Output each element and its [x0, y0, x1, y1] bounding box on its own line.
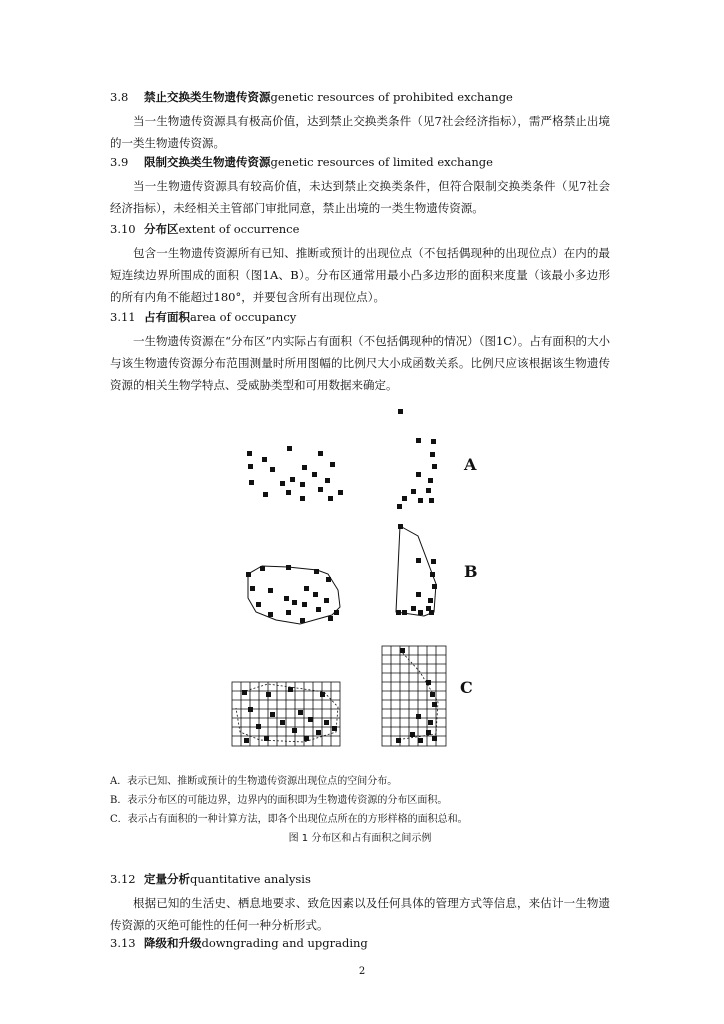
section-title-zh: 禁止交换类生物遗传资源 — [144, 90, 271, 104]
section-title-zh: 占有面积 — [144, 310, 190, 324]
section-number: 3.8 — [110, 90, 129, 104]
section-number: 3.12 — [110, 872, 136, 886]
section-title-en: area of occupancy — [190, 310, 297, 324]
panel-c-right-points — [396, 648, 437, 743]
section-body-3-8: 当一生物遗传资源具有极高价值，达到禁止交换类条件（见7社会经济指标），需严格禁止出境的一类生物遗传资源。 — [110, 114, 610, 150]
section-title-zh: 限制交换类生物遗传资源 — [144, 155, 271, 169]
section-heading-3-9 — [110, 155, 493, 170]
figure-caption-b: B．表示分布区的可能边界，边界内的面积即为生物遗传资源的分布区面积。 — [110, 795, 448, 806]
section-body-3-12: 根据已知的生活史、栖息地要求、致危因素以及任何具体的管理方式等信息，来估计一生物遗传资源的灭绝可能性的任何一种分析形式。 — [110, 896, 610, 932]
panel-label-b: B — [464, 562, 478, 581]
section-title-zh: 降级和升级 — [144, 936, 202, 950]
section-heading-3-8 — [110, 90, 513, 105]
section-title-en: genetic resources of prohibited exchange — [270, 90, 513, 104]
panel-b-left-boundary — [246, 565, 340, 624]
section-title-en: genetic resources of limited exchange — [270, 155, 493, 169]
panel-a-right-points — [397, 409, 437, 509]
figure-caption-a: A．表示已知、推断或预计的生物遗传资源出现位点的空间分布。 — [110, 776, 398, 787]
panel-a-left-points — [247, 446, 343, 501]
section-title-zh: 定量分析 — [144, 872, 190, 886]
section-heading-3-11 — [110, 310, 296, 325]
section-body-3-10: 包含一生物遗传资源所有已知、推断或预计的出现位点（不包括偶现种的出现位点）在内的最短连续边界所围成的面积（图1A、B）。分布区通常用最小凸多边形的面积来度量（该最小多边形的所有内角不能超过180°，并要包含所有出现位点）。 — [110, 246, 610, 304]
section-body-3-11: 一生物遗传资源在“分布区”内实际占有面积（不包括偶现种的情况）（图1C）。占有面积的大小与该生物遗传资源分布范围测量时所用图幅的比例尺大小成函数关系。比例尺应该根据该生物遗传资源的相关生物学特点、受威胁类型和可用数据来确定。 — [110, 334, 610, 392]
page-number: 2 — [358, 966, 366, 977]
panel-c-left-points — [242, 687, 337, 743]
panel-label-a: A — [464, 455, 477, 474]
section-heading-3-13 — [110, 936, 368, 951]
panel-b-right-boundary — [396, 524, 437, 616]
figure-1-diagram — [220, 402, 520, 762]
panel-c-left-grid — [232, 682, 340, 746]
section-title-zh: 分布区 — [144, 222, 179, 236]
section-number: 3.9 — [110, 155, 129, 169]
section-title-en: extent of occurrence — [178, 222, 300, 236]
figure-title: 图 1 分布区和占有面积之间示例 — [288, 833, 432, 844]
section-body-3-9: 当一生物遗传资源具有较高价值，未达到禁止交换类条件，但符合限制交换类条件（见7社会经济指标），未经相关主管部门审批同意，禁止出境的一类生物遗传资源。 — [110, 179, 610, 215]
section-title-en: quantitative analysis — [190, 872, 311, 886]
section-heading-3-12 — [110, 872, 311, 887]
section-number: 3.13 — [110, 936, 136, 950]
section-title-en: downgrading and upgrading — [201, 936, 368, 950]
figure-caption-c: C．表示占有面积的一种计算方法，即各个出现位点所在的方形样格的面积总和。 — [110, 814, 468, 825]
panel-c-right-grid — [382, 646, 446, 746]
section-number: 3.10 — [110, 222, 136, 236]
section-number: 3.11 — [110, 310, 136, 324]
section-heading-3-10 — [110, 222, 299, 237]
panel-label-c: C — [460, 678, 473, 697]
